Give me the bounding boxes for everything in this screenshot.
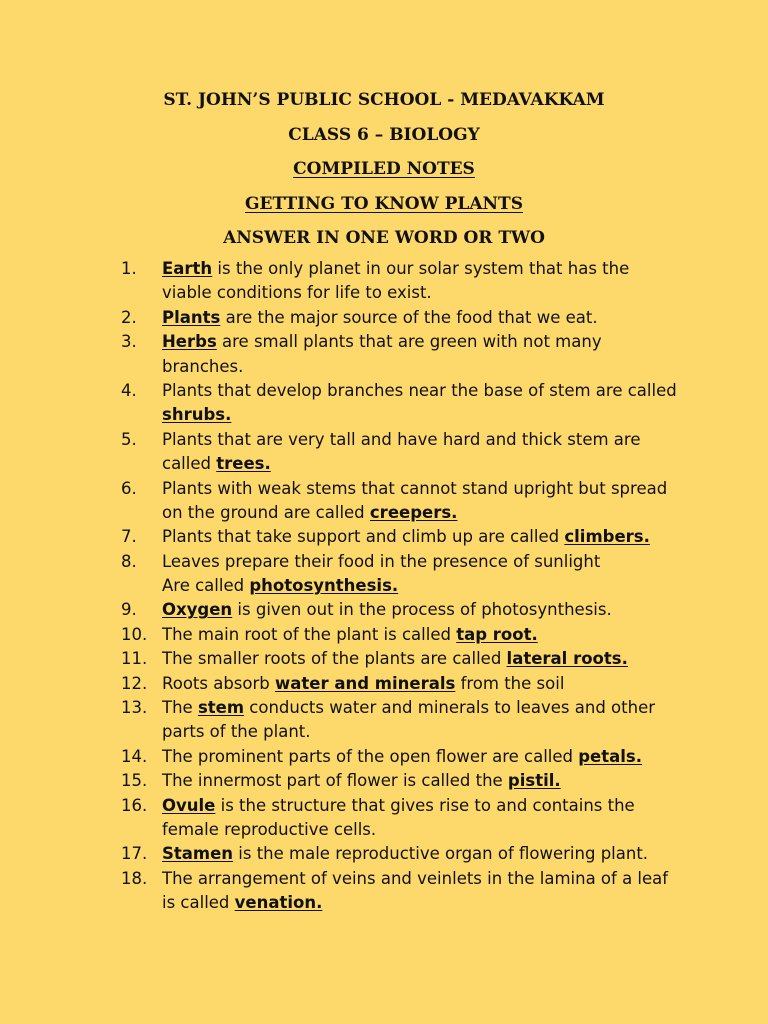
item-text-line: [0, 623, 768, 647]
item-text-line: [0, 672, 768, 696]
item-text-line: [0, 330, 768, 354]
item-text-line: [0, 818, 768, 842]
answer-text: tap root.: [456, 624, 538, 644]
item-text-line: [0, 696, 768, 720]
statement-text: The: [162, 698, 198, 718]
statement-text: from the soil: [455, 673, 565, 693]
question-list: [0, 257, 768, 916]
list-item: [0, 379, 768, 428]
answer-text: photosynthesis.: [249, 576, 399, 596]
statement-text: The main root of the plant is called: [162, 624, 457, 644]
item-text-line: [0, 867, 768, 891]
list-item: [0, 477, 768, 526]
item-text-line: [0, 550, 768, 574]
list-item: [0, 769, 768, 793]
item-text-line: [0, 647, 768, 671]
item-text-line: [0, 403, 768, 427]
item-number: 6.: [121, 478, 137, 498]
answer-text: trees.: [216, 454, 271, 474]
notes-heading: COMPILED NOTES: [293, 159, 475, 179]
item-text-line: [0, 720, 768, 744]
item-number: 7.: [121, 527, 137, 547]
item-text-line: [0, 745, 768, 769]
school-name: ST. JOHN’S PUBLIC SCHOOL - MEDAVAKKAM: [163, 90, 605, 110]
item-text-line: [0, 379, 768, 403]
statement-text: Plants that take support and climb up are called: [162, 527, 565, 547]
list-item: [0, 623, 768, 647]
item-text-line: [0, 769, 768, 793]
answer-text: petals.: [578, 746, 643, 766]
document-header: [0, 86, 768, 259]
item-number: 13.: [121, 698, 148, 718]
answer-text: climbers.: [564, 527, 650, 547]
statement-text: Are called: [162, 576, 250, 596]
answer-text: lateral roots.: [506, 649, 628, 669]
list-item: [0, 647, 768, 671]
item-number: 1.: [121, 259, 137, 278]
list-item: [0, 306, 768, 330]
statement-text: are the major source of the food that we eat.: [220, 307, 598, 327]
item-text-line: [0, 598, 768, 622]
answer-text: Oxygen: [162, 600, 233, 620]
item-number: 9.: [121, 600, 137, 620]
item-text-line: [0, 794, 768, 818]
statement-text: The prominent parts of the open flower are called: [162, 746, 579, 766]
list-item: [0, 525, 768, 549]
answer-text: venation.: [234, 893, 323, 913]
statement-text: The smaller roots of the plants are called: [162, 649, 507, 669]
list-item: [0, 745, 768, 769]
statement-text: Plants that develop branches near the base of stem are called: [162, 380, 677, 400]
list-item: [0, 257, 768, 306]
class-subject: CLASS 6 – BIOLOGY: [288, 124, 480, 145]
item-number: 4.: [121, 380, 137, 400]
answer-text: Plants: [162, 307, 221, 327]
list-item: [0, 330, 768, 379]
list-item: [0, 696, 768, 745]
statement-text: parts of the plant.: [162, 722, 311, 742]
item-text-line: [0, 428, 768, 452]
item-text-line: [0, 257, 768, 281]
item-number: 17.: [121, 844, 148, 864]
answer-text: Ovule: [162, 795, 216, 815]
item-text-line: [0, 281, 768, 305]
list-item: [0, 598, 768, 622]
statement-text: The innermost part of flower is called the: [162, 771, 508, 791]
list-item: [0, 842, 768, 866]
statement-text: is given out in the process of photosynthesis.: [232, 600, 612, 620]
answer-text: Stamen: [162, 844, 234, 864]
list-item: [0, 550, 768, 599]
list-item: [0, 867, 768, 916]
statement-text: conducts water and minerals to leaves and other: [244, 698, 656, 718]
item-text-line: [0, 501, 768, 525]
item-text-line: [0, 891, 768, 915]
statement-text: Plants that are very tall and have hard and thick stem are: [162, 429, 641, 449]
item-text-line: [0, 452, 768, 476]
answer-text: Earth: [162, 259, 213, 278]
item-text-line: [0, 355, 768, 379]
statement-text: The arrangement of veins and veinlets in the lamina of a leaf: [162, 868, 669, 888]
item-text-line: [0, 477, 768, 501]
statement-text: on the ground are called: [162, 502, 370, 522]
statement-text: is the structure that gives rise to and contains the: [215, 795, 635, 815]
item-number: 5.: [121, 429, 137, 449]
statement-text: are small plants that are green with not many: [216, 332, 602, 352]
statement-text: Roots absorb: [162, 673, 276, 693]
item-number: 18.: [121, 868, 148, 888]
answer-text: shrubs.: [162, 405, 232, 425]
statement-text: is called: [162, 893, 235, 913]
item-number: 14.: [121, 746, 148, 766]
item-number: 10.: [121, 624, 148, 644]
instruction-heading: ANSWER IN ONE WORD OR TWO: [223, 228, 545, 248]
item-number: 2.: [121, 307, 137, 327]
statement-text: branches.: [162, 356, 244, 376]
answer-text: stem: [197, 698, 245, 718]
statement-text: viable conditions for life to exist.: [162, 283, 432, 303]
item-number: 8.: [121, 551, 137, 571]
chapter-title: GETTING TO KNOW PLANTS: [244, 193, 523, 214]
statement-text: called: [162, 454, 217, 474]
item-text-line: [0, 842, 768, 866]
answer-text: water and minerals: [275, 673, 456, 693]
item-text-line: [0, 525, 768, 549]
answer-text: Herbs: [162, 332, 217, 352]
statement-text: female reproductive cells.: [162, 819, 377, 839]
list-item: [0, 672, 768, 696]
list-item: [0, 794, 768, 843]
item-number: 15.: [121, 771, 148, 791]
item-number: 11.: [121, 649, 148, 669]
item-text-line: [0, 306, 768, 330]
statement-text: Leaves prepare their food in the presence of sunlight: [162, 551, 601, 571]
statement-text: Plants with weak stems that cannot stand upright but spread: [162, 478, 668, 498]
statement-text: is the male reproductive organ of flowering plant.: [233, 844, 649, 864]
item-number: 16.: [121, 795, 148, 815]
statement-text: is the only planet in our solar system that has the: [212, 259, 630, 278]
item-number: 3.: [121, 332, 137, 352]
list-item: [0, 428, 768, 477]
answer-text: pistil.: [507, 771, 561, 791]
item-number: 12.: [121, 673, 148, 693]
item-text-line: [0, 574, 768, 598]
answer-text: creepers.: [369, 502, 458, 522]
